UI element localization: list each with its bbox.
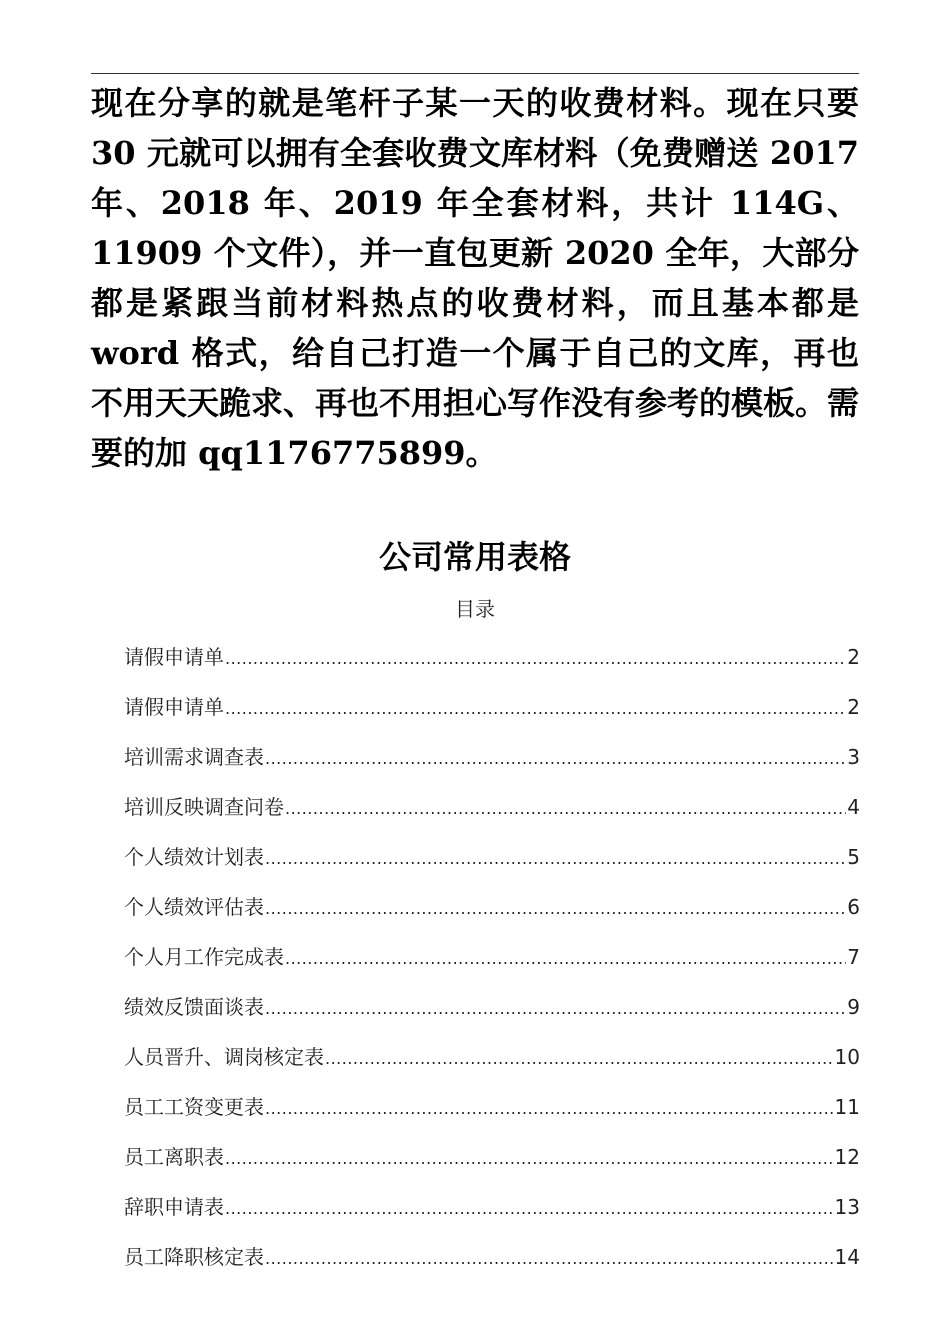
toc-dot-leader — [285, 944, 846, 974]
toc-entry-label: 人员晋升、调岗核定表 — [124, 1045, 324, 1069]
toc-entry-page: 5 — [847, 845, 860, 869]
toc-entry[interactable] — [124, 1242, 860, 1292]
toc-dot-leader — [265, 844, 846, 874]
toc-dot-leader — [225, 1144, 834, 1174]
toc-entry[interactable] — [124, 742, 860, 792]
toc-entry[interactable] — [124, 642, 860, 692]
toc-dot-leader — [265, 1244, 834, 1274]
toc-dot-leader — [265, 894, 846, 924]
toc-entry-label: 员工降职核定表 — [124, 1245, 264, 1269]
header-rule — [91, 73, 859, 74]
toc-entry-label: 个人绩效计划表 — [124, 845, 264, 869]
toc-dot-leader — [265, 994, 846, 1024]
toc-dot-leader — [325, 1044, 834, 1074]
toc-dot-leader — [225, 694, 846, 724]
toc-entry-page: 9 — [847, 995, 860, 1019]
toc-entry[interactable] — [124, 892, 860, 942]
toc-entry-page: 2 — [847, 695, 860, 719]
toc-entry-page: 13 — [834, 1195, 860, 1219]
toc-dot-leader — [265, 744, 846, 774]
toc-entry-label: 员工离职表 — [124, 1145, 224, 1169]
toc-entry-page: 12 — [834, 1145, 860, 1169]
toc-entry-label: 个人绩效评估表 — [124, 895, 264, 919]
toc-entry-page: 7 — [847, 945, 860, 969]
table-of-contents — [124, 642, 860, 1292]
toc-entry[interactable] — [124, 842, 860, 892]
toc-entry-label: 辞职申请表 — [124, 1195, 224, 1219]
toc-entry-label: 培训需求调查表 — [124, 745, 264, 769]
document-title: 公司常用表格 — [378, 538, 571, 576]
toc-entry[interactable] — [124, 1142, 860, 1192]
toc-entry[interactable] — [124, 1042, 860, 1092]
toc-entry[interactable] — [124, 792, 860, 842]
toc-entry-page: 4 — [847, 795, 860, 819]
toc-dot-leader — [225, 644, 846, 674]
toc-entry-page: 6 — [847, 895, 860, 919]
toc-entry-page: 14 — [834, 1245, 860, 1269]
toc-entry[interactable] — [124, 1092, 860, 1142]
toc-entry-page: 3 — [847, 745, 860, 769]
promo-paragraph: 现在分享的就是笔杆子某一天的收费材料。现在只要 30 元就可以拥有全套收费文库材料（免费赠送 2017 年、2018 年、2019 年全套材料，共计 114G、11909 个文件），并一直包更新 2020 全年，大部分都是紧跟当前材料热点的收费材料，而且基本都是 word 格式，给自己打造一个属于自己的文库，再也不用天天跪求、再也不用担心写作没有参考的模板。需要的加 qq1176775899。 — [91, 84, 860, 472]
toc-dot-leader — [225, 1194, 834, 1224]
toc-entry-label: 请假申请单 — [124, 645, 224, 669]
toc-entry-label: 请假申请单 — [124, 695, 224, 719]
toc-entry-label: 个人月工作完成表 — [124, 945, 284, 969]
toc-entry[interactable] — [124, 992, 860, 1042]
toc-entry[interactable] — [124, 692, 860, 742]
toc-entry-label: 培训反映调查问卷 — [124, 795, 284, 819]
toc-dot-leader — [265, 1094, 834, 1124]
toc-entry-label: 绩效反馈面谈表 — [124, 995, 264, 1019]
toc-entry[interactable] — [124, 1192, 860, 1242]
toc-heading: 目录 — [455, 597, 495, 621]
toc-entry-label: 员工工资变更表 — [124, 1095, 264, 1119]
toc-entry-page: 11 — [834, 1095, 860, 1119]
toc-dot-leader — [285, 794, 846, 824]
toc-entry-page: 10 — [834, 1045, 860, 1069]
toc-entry-page: 2 — [847, 645, 860, 669]
toc-entry[interactable] — [124, 942, 860, 992]
